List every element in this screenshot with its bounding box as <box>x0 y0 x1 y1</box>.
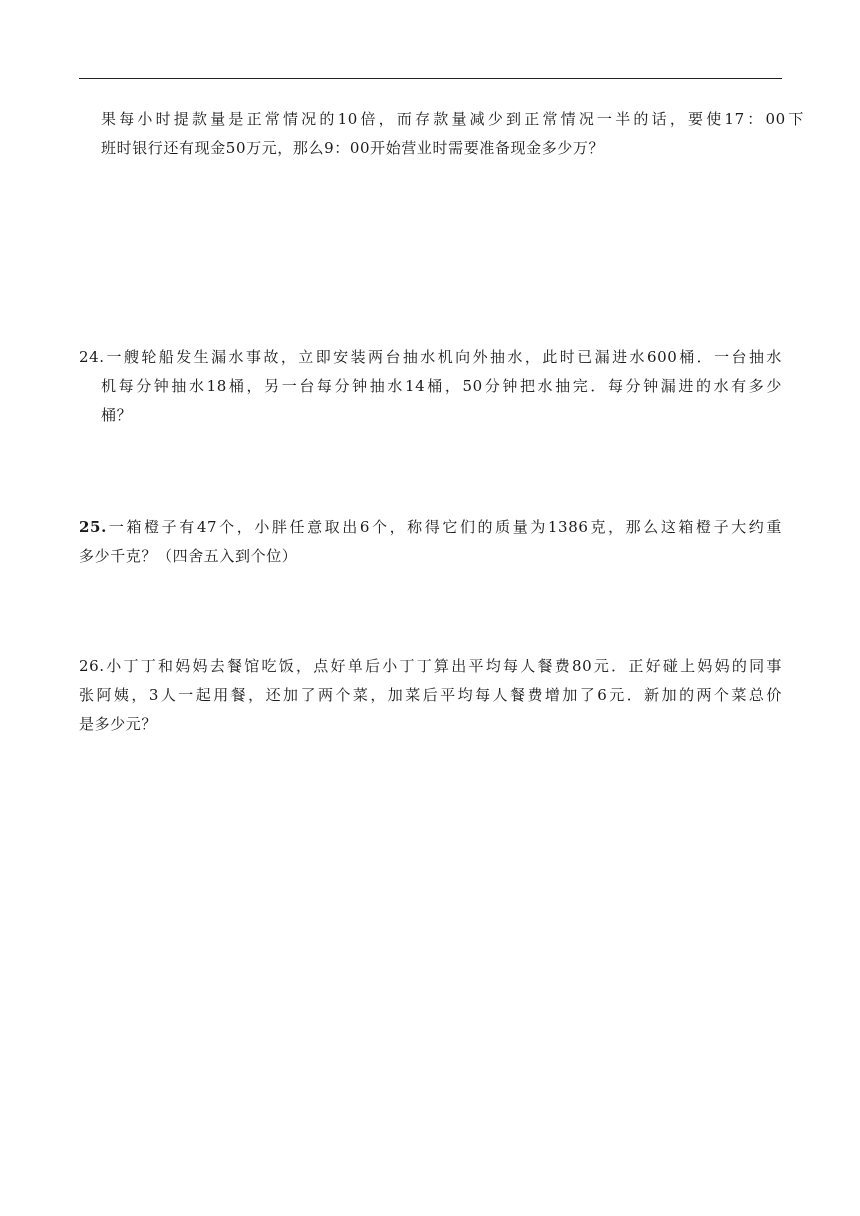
question-24-line-2: 机每分钟抽水18桶，另一台每分钟抽水14桶，50分钟把水抽完．每分钟漏进的水有多少 <box>101 377 782 395</box>
question-25-number: 25. <box>79 518 107 536</box>
question-23-continuation <box>79 105 804 163</box>
header-rule <box>79 78 782 79</box>
question-24 <box>79 343 782 430</box>
question-23-line-1: 果每小时提款量是正常情况的10倍，而存款量减少到正常情况一半的话，要使17：00下 <box>101 110 804 128</box>
question-23-line-2: 班时银行还有现金50万元，那么9：00开始营业时需要准备现金多少万？ <box>101 139 605 157</box>
question-25 <box>79 513 782 571</box>
question-26-line-1 <box>79 652 782 681</box>
question-26-line-2: 张阿姨，3人一起用餐，还加了两个菜，加菜后平均每人餐费增加了6元．新加的两个菜总价 <box>79 686 782 704</box>
question-25-line-2: 多少千克？（四舍五入到个位） <box>79 547 298 565</box>
question-26-text-1: 小丁丁和妈妈去餐馆吃饭，点好单后小丁丁算出平均每人餐费80元．正好碰上妈妈的同事 <box>104 657 782 675</box>
question-25-text-1: 一箱橙子有47个，小胖任意取出6个，称得它们的质量为1386克，那么这箱橙子大约重 <box>106 518 782 536</box>
question-26-line-3: 是多少元？ <box>79 715 158 733</box>
question-26-number: 26. <box>79 657 105 675</box>
question-24-number: 24. <box>79 348 105 366</box>
question-25-line-1 <box>79 513 782 542</box>
question-24-line-3: 桶？ <box>101 406 133 424</box>
question-24-text-1: 一艘轮船发生漏水事故，立即安装两台抽水机向外抽水，此时已漏进水600桶．一台抽水 <box>104 348 782 366</box>
question-26 <box>79 652 782 739</box>
question-24-line-1 <box>79 343 782 372</box>
